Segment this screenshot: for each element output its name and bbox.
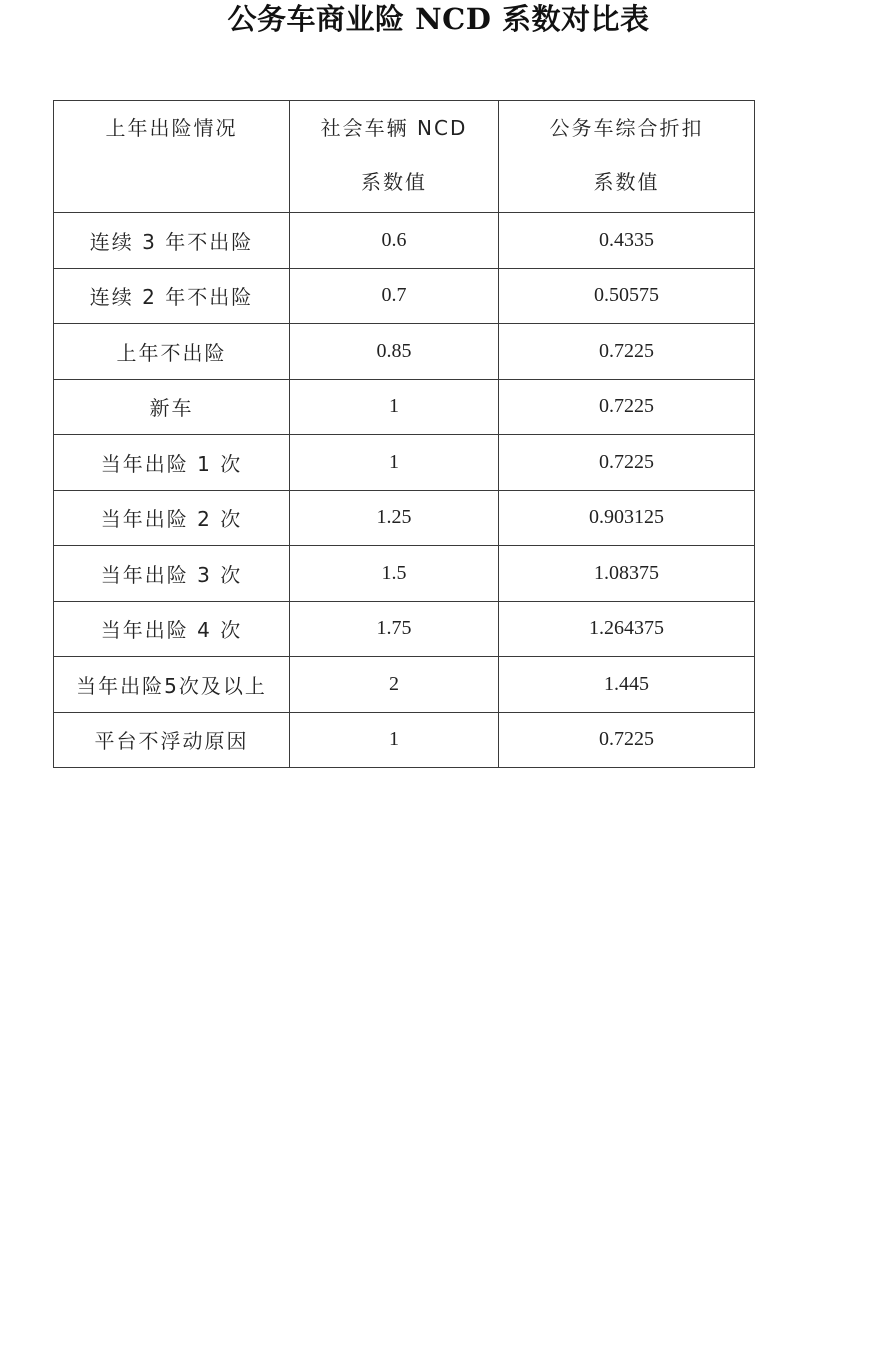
header-social-ncd-line1: 社会车辆 NCD: [320, 116, 468, 140]
situation-cell: 新车: [54, 379, 290, 435]
situation-cell: 当年出险 2 次: [54, 490, 290, 546]
situation-cell: 连续 3 年不出险: [54, 213, 290, 269]
table-row: [54, 712, 755, 768]
social-ncd-cell: 1.5: [290, 546, 499, 602]
header-official-discount-line1: 公务车综合折扣: [549, 116, 704, 140]
situation-cell: 当年出险 3 次: [54, 546, 290, 602]
header-social-ncd-line2: 系数值: [361, 170, 427, 194]
table-row: [54, 213, 755, 269]
table-row: [54, 601, 755, 657]
social-ncd-cell: 1.75: [290, 601, 499, 657]
situation-cell: 平台不浮动原因: [54, 712, 290, 768]
official-discount-cell: 1.445: [499, 657, 755, 713]
social-ncd-cell: 2: [290, 657, 499, 713]
table-row: [54, 546, 755, 602]
situation-cell: 当年出险 4 次: [54, 601, 290, 657]
social-ncd-cell: 0.7: [290, 268, 499, 324]
page-title: 公务车商业险 NCD 系数对比表: [227, 2, 650, 36]
social-ncd-cell: 1: [290, 712, 499, 768]
header-situation-label: 上年出险情况: [105, 116, 238, 140]
social-ncd-cell: 1: [290, 379, 499, 435]
official-discount-cell: 0.7225: [499, 324, 755, 380]
situation-cell: 连续 2 年不出险: [54, 268, 290, 324]
official-discount-cell: 0.7225: [499, 712, 755, 768]
social-ncd-cell: 1: [290, 435, 499, 491]
official-discount-cell: 0.4335: [499, 213, 755, 269]
table-body: [54, 101, 755, 768]
table-row: [54, 435, 755, 491]
table-row: [54, 379, 755, 435]
official-discount-cell: 0.50575: [499, 268, 755, 324]
situation-cell: 当年出险 1 次: [54, 435, 290, 491]
official-discount-cell: 0.903125: [499, 490, 755, 546]
social-ncd-cell: 1.25: [290, 490, 499, 546]
table-row: [54, 657, 755, 713]
header-official-discount-line2: 系数值: [593, 170, 660, 194]
table-row: [54, 268, 755, 324]
official-discount-cell: 0.7225: [499, 379, 755, 435]
official-discount-cell: 1.264375: [499, 601, 755, 657]
table-row: [54, 490, 755, 546]
situation-cell: 上年不出险: [54, 324, 290, 380]
official-discount-cell: 1.08375: [499, 546, 755, 602]
official-discount-cell: 0.7225: [499, 435, 755, 491]
header-cell-social-ncd: [290, 101, 499, 213]
ncd-comparison-table: [53, 100, 755, 768]
social-ncd-cell: 0.6: [290, 213, 499, 269]
table-header-row: [54, 101, 755, 213]
table-row: [54, 324, 755, 380]
header-cell-situation: [54, 101, 290, 213]
header-cell-official-discount: [499, 101, 755, 213]
social-ncd-cell: 0.85: [290, 324, 499, 380]
situation-cell: 当年出险5次及以上: [54, 657, 290, 713]
